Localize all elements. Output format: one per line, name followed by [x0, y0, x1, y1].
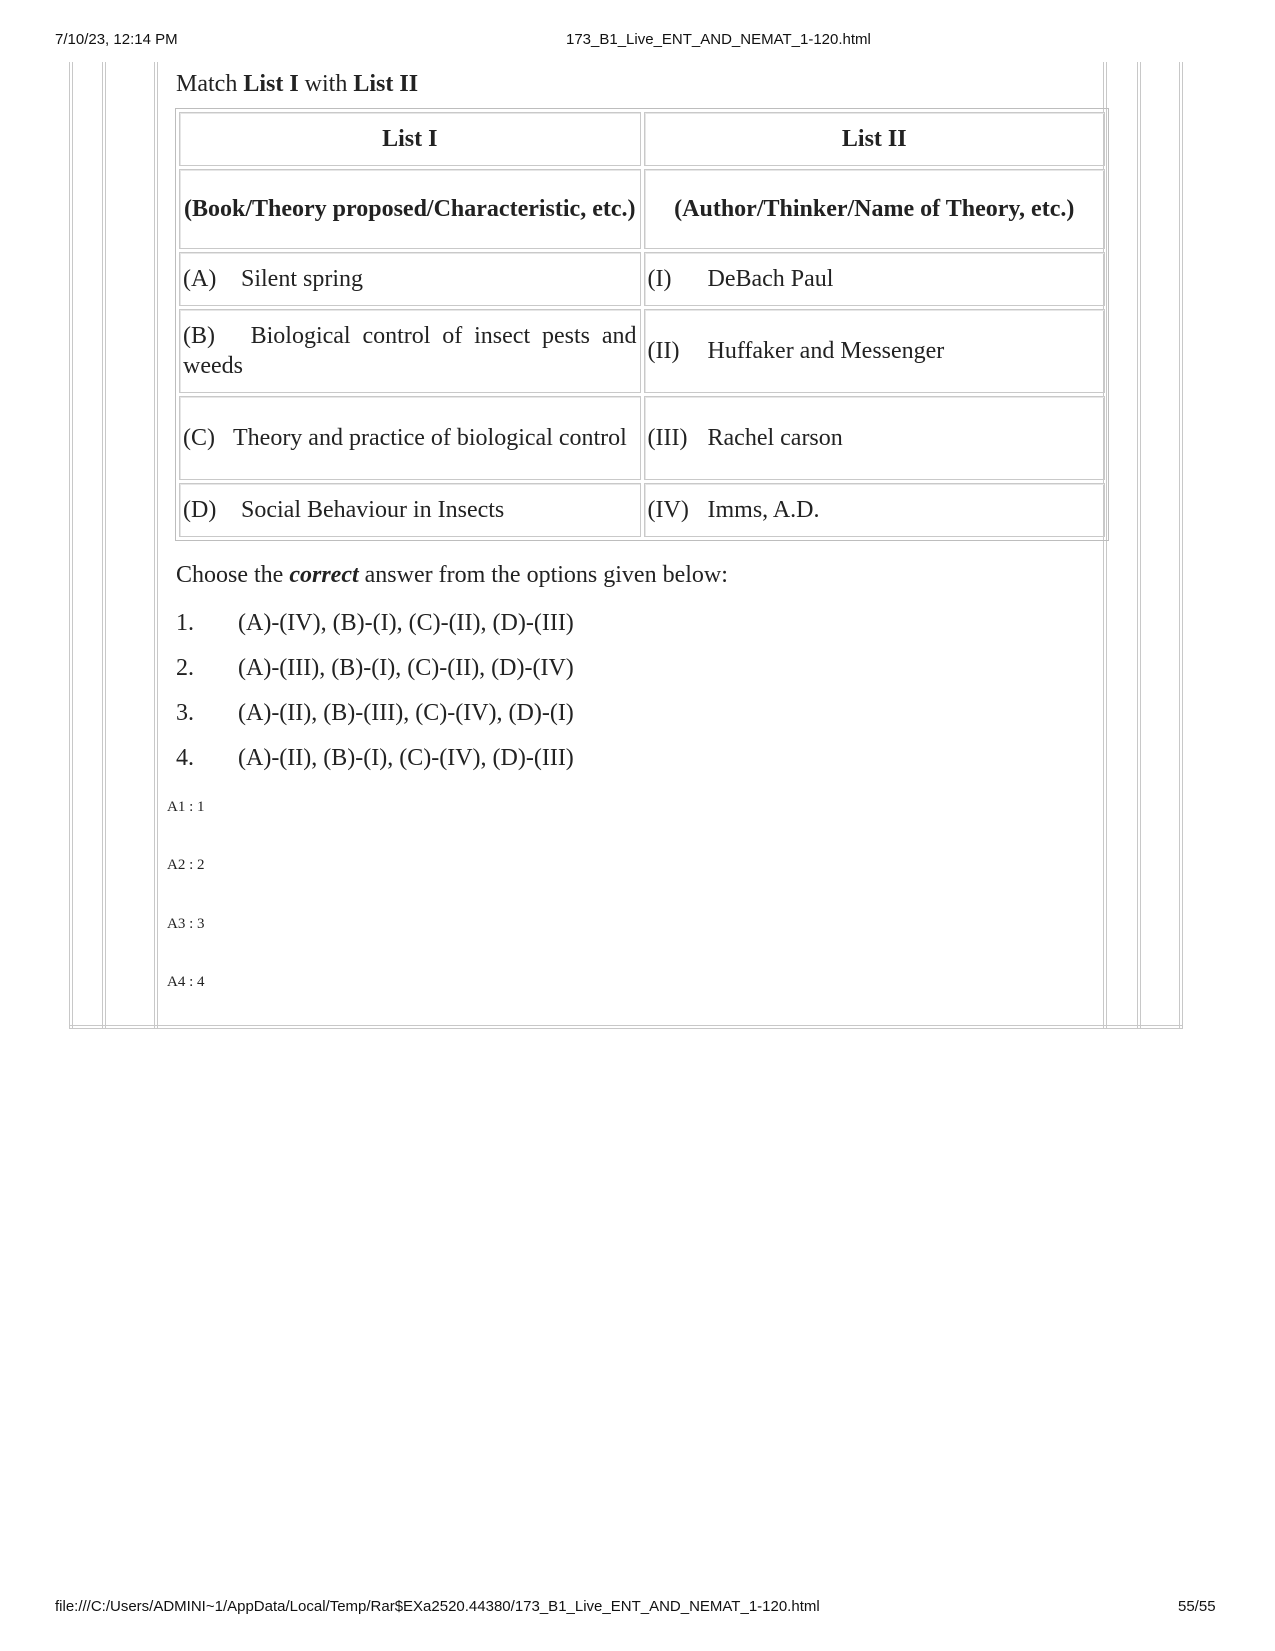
item-text: Rachel carson — [707, 425, 843, 451]
print-title: 173_B1_Live_ENT_AND_NEMAT_1-120.html — [566, 31, 871, 48]
col1-header: List I — [179, 112, 641, 166]
option-item — [176, 691, 1106, 736]
option-text: (A)-(II), (B)-(III), (C)-(IV), (D)-(I) — [238, 700, 574, 726]
item-text: Theory and practice of biological control — [233, 425, 627, 451]
answer-key-4: A4 : 4 — [167, 974, 205, 990]
item-code: (II) — [647, 338, 680, 364]
option-number: 4. — [176, 745, 194, 771]
list1-item — [179, 483, 641, 537]
list2-item — [644, 309, 1106, 393]
choose-emphasis: correct — [289, 562, 359, 588]
item-code: (A) — [183, 266, 217, 292]
list2-item — [644, 483, 1106, 537]
item-code: (I) — [647, 266, 672, 292]
item-text: DeBach Paul — [707, 266, 834, 292]
list2-item — [644, 252, 1106, 306]
intro-list1: List I — [243, 71, 299, 97]
option-number: 3. — [176, 700, 194, 726]
item-text: Biological control of insect pests and weeds — [183, 323, 637, 379]
table-row — [179, 252, 1105, 306]
match-table — [175, 108, 1109, 541]
list2-item — [644, 396, 1106, 480]
question-intro — [176, 68, 1106, 100]
choose-instruction — [176, 559, 1106, 591]
option-text: (A)-(II), (B)-(I), (C)-(IV), (D)-(III) — [238, 745, 574, 771]
intro-list2: List II — [353, 71, 419, 97]
option-item — [176, 601, 1106, 646]
table-row — [179, 483, 1105, 537]
table-subheader-row — [179, 169, 1105, 249]
intro-prefix: Match — [176, 71, 238, 97]
item-text: Huffaker and Messenger — [707, 338, 945, 364]
item-code: (B) — [183, 323, 215, 349]
option-number: 1. — [176, 610, 194, 636]
item-code: (C) — [183, 425, 215, 451]
list1-item — [179, 252, 641, 306]
table-row — [179, 396, 1105, 480]
option-text: (A)-(III), (B)-(I), (C)-(II), (D)-(IV) — [238, 655, 574, 681]
item-text: Imms, A.D. — [707, 497, 820, 523]
col2-header: List II — [644, 112, 1106, 166]
list1-item — [179, 396, 641, 480]
print-page-number: 55/55 — [1178, 1598, 1216, 1615]
item-text: Silent spring — [241, 266, 364, 292]
option-item — [176, 646, 1106, 691]
answer-key-2: A2 : 2 — [167, 857, 205, 873]
item-code: (III) — [647, 425, 688, 451]
col1-subheader: (Book/Theory proposed/Characteristic, etc.) — [179, 169, 641, 249]
question-content — [176, 62, 1106, 781]
col2-subheader: (Author/Thinker/Name of Theory, etc.) — [644, 169, 1106, 249]
answer-key-1: A1 : 1 — [167, 799, 205, 815]
print-datetime: 7/10/23, 12:14 PM — [55, 31, 178, 48]
option-item — [176, 736, 1106, 781]
answer-key-3: A3 : 3 — [167, 916, 205, 932]
intro-mid: with — [304, 71, 348, 97]
item-text: Social Behaviour in Insects — [241, 497, 505, 523]
item-code: (D) — [183, 497, 217, 523]
list1-item — [179, 309, 641, 393]
item-code: (IV) — [647, 497, 689, 523]
choose-suffix: answer from the options given below: — [364, 562, 728, 588]
print-file-path: file:///C:/Users/ADMINI~1/AppData/Local/Temp/Rar$EXa2520.44380/173_B1_Live_ENT_AND_NEMAT_1-120.html — [55, 1598, 820, 1615]
table-row — [179, 309, 1105, 393]
choose-prefix: Choose the — [176, 562, 284, 588]
table-header-row — [179, 112, 1105, 166]
option-text: (A)-(IV), (B)-(I), (C)-(II), (D)-(III) — [238, 610, 574, 636]
option-number: 2. — [176, 655, 194, 681]
